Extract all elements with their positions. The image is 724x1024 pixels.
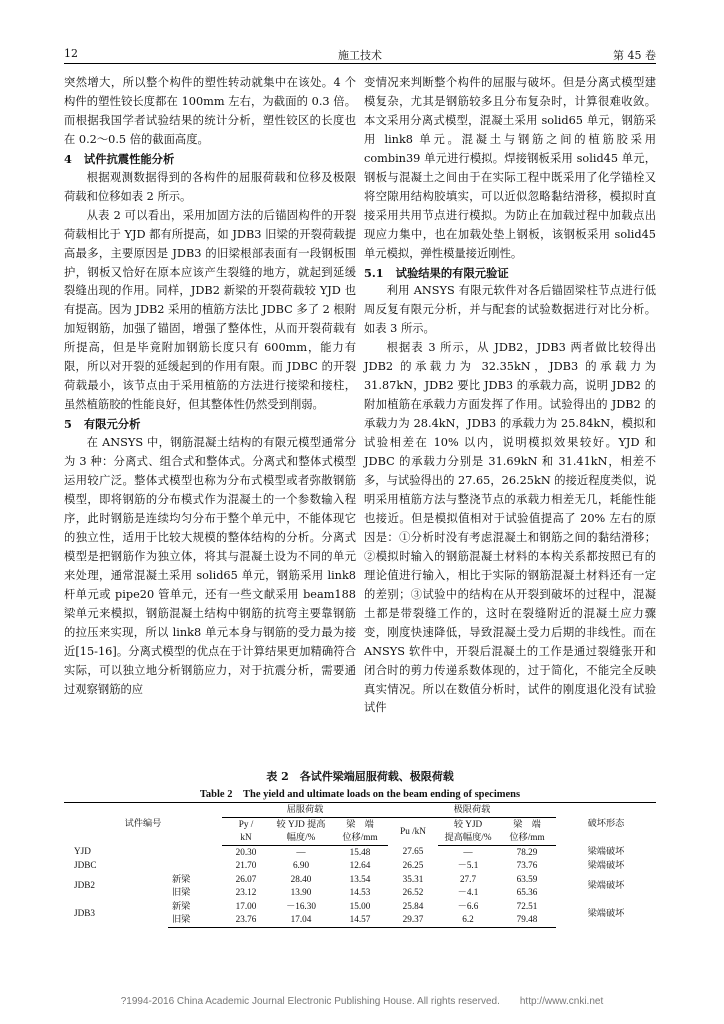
failure-mode: 梁端破坏 xyxy=(587,907,625,918)
yield-displacement: 15.00 xyxy=(349,900,371,911)
header-yield-group: 屈服荷载 xyxy=(222,803,388,818)
header-ultimate-disp-unit: 位移/mm xyxy=(498,831,556,845)
yield-displacement: 12.64 xyxy=(349,860,371,870)
ultimate-load: 26.25 xyxy=(402,860,424,870)
beam-type: 新梁 xyxy=(172,900,191,911)
specimen-name: YJD xyxy=(74,846,91,857)
running-header xyxy=(64,47,656,63)
ultimate-displacement: 63.59 xyxy=(516,873,538,884)
ultimate-load: 25.84 xyxy=(402,900,424,911)
section-heading xyxy=(64,415,356,434)
yield-displacement: 13.54 xyxy=(349,873,371,884)
journal-title: 施工技术 xyxy=(338,49,382,62)
ultimate-displacement: 65.36 xyxy=(516,887,538,897)
ultimate-increase: －5.1 xyxy=(457,860,479,870)
yield-increase: 28.40 xyxy=(290,873,312,884)
header-pu: Pu /kN xyxy=(400,825,426,836)
ultimate-displacement: 79.48 xyxy=(498,913,556,927)
beam-type xyxy=(168,845,222,859)
ultimate-increase: －6.6 xyxy=(457,900,479,911)
page-number: 12 xyxy=(64,47,78,60)
beam-type xyxy=(168,859,222,873)
body-paragraph: 在 ANSYS 中，钢筋混凝土结构的有限元模型通常分为 3 种：分离式、组合式和整体式。分离式和整体式模型运用较广泛。整体式模型也称为分布式模型或者弥散钢筋模型，即将钢筋的分布模式作为混凝土的一个参数输入程序，此时钢筋是连续均匀分布于整个单元中，不能体现它的独立性，适用于比较大规模的整体结构的分析。分离式模型是把钢筋作为独立体，将其与混凝土设为不同的单元来处理，通常混凝土采用 solid65 单元，钢筋采用 link8 杆单元或 pipe20 管单元，还有一些文献采用 beam188 梁单元来模拟，钢筋混凝土结构中钢筋的抗弯主要靠钢筋的拉压来实现，所以 link8 单元本身与钢筋的受力最为接近[15-16]。分离式模型的优点在于计算结果更加精确符合实际，可以独立地分析钢筋应力，对于抗震分析，需要通过观察钢筋的应 xyxy=(64,436,356,696)
ultimate-increase: 27.7 xyxy=(459,873,477,884)
header-py: Py / xyxy=(238,818,254,829)
table-row xyxy=(64,845,656,859)
section-number: 4 xyxy=(64,151,72,166)
section-heading xyxy=(364,264,656,283)
failure-mode: 梁端破坏 xyxy=(587,846,625,857)
yield-load: 20.30 xyxy=(235,846,257,857)
results-table xyxy=(64,802,656,928)
yield-displacement: 14.53 xyxy=(349,887,371,897)
ultimate-load: 26.52 xyxy=(402,887,424,897)
ultimate-displacement: 72.51 xyxy=(516,900,538,911)
yield-increase: 6.90 xyxy=(292,860,310,870)
yield-displacement: 14.57 xyxy=(332,913,388,927)
table-row xyxy=(64,900,656,914)
specimen-name: JDBC xyxy=(74,860,97,870)
yield-increase: 17.04 xyxy=(270,913,332,927)
section-number: 5.1 xyxy=(364,265,384,280)
ultimate-displacement: 78.29 xyxy=(516,846,538,857)
yield-increase: －16.30 xyxy=(286,900,316,911)
ultimate-load: 27.65 xyxy=(402,846,424,857)
table-row xyxy=(64,859,656,873)
yield-load: 23.12 xyxy=(235,887,257,897)
specimen-name: JDB3 xyxy=(74,907,95,918)
section-title: 有限元分析 xyxy=(83,417,141,432)
header-rule xyxy=(64,63,656,64)
table-row xyxy=(64,873,656,887)
section-title: 试验结果的有限元验证 xyxy=(395,265,509,280)
ultimate-increase: －4.1 xyxy=(457,887,479,897)
failure-mode: 梁端破坏 xyxy=(587,880,625,891)
table-caption-cn: 表 2 各试件梁端屈服荷载、极限荷载 xyxy=(266,770,454,783)
header-specimen: 试件编号 xyxy=(64,803,222,846)
header-ultimate-increase-unit: 提高幅度/% xyxy=(438,831,498,845)
failure-mode: 梁端破坏 xyxy=(587,860,625,870)
table-body xyxy=(64,845,656,927)
section-heading xyxy=(64,150,356,169)
copyright-footer: ?1994-2016 China Academic Journal Electronic Publishing House. All rights reserved. http://www.cnki.net xyxy=(120,996,604,1007)
ultimate-increase: 6.2 xyxy=(438,913,498,927)
body-paragraph: 根据观测数据得到的各构件的屈服荷载和位移及极限荷载和位移如表 2 所示。 xyxy=(64,170,356,203)
yield-load: 17.00 xyxy=(235,900,257,911)
yield-increase: 13.90 xyxy=(290,887,312,897)
yield-increase: — xyxy=(296,846,306,857)
body-paragraph: 突然增大，所以整个构件的塑性转动就集中在该处。4 个构件的塑性铰长度都在 100mm 左右，为截面的 0.3 倍。而根据我国学者试验结果的统计分析，塑性铰区的长度也在 0.2～0.5 倍的截面高度。 xyxy=(64,76,356,146)
specimen-name: JDB2 xyxy=(74,880,95,891)
header-ultimate-disp: 梁 端 xyxy=(513,818,541,829)
header-yield-increase-unit: 幅度/% xyxy=(270,831,332,845)
beam-type: 新梁 xyxy=(172,873,191,884)
header-failure: 破坏形态 xyxy=(556,803,656,846)
ultimate-load: 29.37 xyxy=(388,913,438,927)
body-paragraph: 根据表 3 所示，从 JDB2，JDB3 两者做比较得出 JDB2 的承载力为 32.35kN，JDB3 的承载力为 31.87kN，JDB2 要比 JDB3 的承载力高，说明 JDB2 的附加植筋在承载力方面发挥了作用。试验得出的 JDB2 的承载力为 28.4kN，JDB3 的承载力为 25.84kN，模拟和试验相差在 10% 以内，说明模拟效果较好。YJD 和 JDBC 的承载力分别是 31.69kN 和 31.41kN，相差不多，与试验得出的 27.65，26.25kN 的接近程度类似，说明采用植筋方法与整浇节点的承载力相差无几，耗能性能也接近。但是模拟值相对于试验值提高了 20% 左右的原因是：①分析时没有考虑混凝土和钢筋之间的黏结滑移；②模拟时输入的钢筋混凝土材料的本构关系都按照已有的理论值进行输入，相比于实际的钢筋混凝土材料还有一定的差别；③试验中的结构在从开裂到破坏的过程中，混凝土都是带裂缝工作的，这时在裂缝附近的混凝土应力骤变，刚度快速降低，导致混凝土受力后期的非线性。而在 ANSYS 软件中，开裂后混凝土的工作是通过裂缝张开和闭合时的剪力传递系数体现的，过于简化，不能完全反映真实情况。所以在数值分析时，试件的刚度退化没有试验试件 xyxy=(364,341,656,715)
right-column xyxy=(364,74,656,718)
body-paragraph: 从表 2 可以看出，采用加固方法的后锚固构件的开裂荷载相比于 YJD 都有所提高，如 JDB3 旧梁的开裂荷载提高最多，主要原因是 JDB3 的旧梁根部表面有一段钢板围护，钢板又恰好在原本应该产生裂缝的地方，就起到延缓裂缝出现的作用。同样，JDB2 新梁的开裂荷载较 YJD 也有提高。因为 JDB2 采用的植筋方法比 JDBC 多了 2 根附加短钢筋，加强了锚固，增强了整体性，从而开裂荷载有所提高，但是毕竟附加钢筋长度只有 600mm，能力有限，所以对开裂的延缓起到的作用有限。而 JDBC 的开裂荷载最小，该节点由于采用植筋的方法进行接梁和接柱，虽然植筋胶的性能良好，但其整体性仍然受到削弱。 xyxy=(64,208,356,412)
section-title: 试件抗震性能分析 xyxy=(83,151,175,166)
volume-label: 第 45 卷 xyxy=(613,49,656,62)
table-caption-en: Table 2 The yield and ultimate loads on the beam ending of specimens xyxy=(199,789,521,800)
yield-load: 21.70 xyxy=(235,860,257,870)
section-number: 5 xyxy=(64,417,72,432)
header-yield-increase: 较 YJD 提高 xyxy=(276,818,326,829)
header-ultimate-increase: 较 YJD xyxy=(453,818,483,829)
header-yield-disp-unit: 位移/mm xyxy=(332,831,388,845)
beam-type: 旧梁 xyxy=(168,913,222,927)
header-ultimate-group: 极限荷载 xyxy=(388,803,556,818)
beam-type: 旧梁 xyxy=(172,887,191,897)
header-py-unit: kN xyxy=(222,831,270,845)
ultimate-displacement: 73.76 xyxy=(516,860,538,870)
ultimate-increase: — xyxy=(463,846,473,857)
yield-displacement: 15.48 xyxy=(349,846,371,857)
yield-load: 23.76 xyxy=(222,913,270,927)
yield-load: 26.07 xyxy=(235,873,257,884)
left-column xyxy=(64,74,356,699)
body-paragraph: 变情况来判断整个构件的屈服与破坏。但是分离式模型建模复杂，尤其是钢筋较多且分布复杂时，计算很难收敛。本文采用分离式模型，混凝土采用 solid65 单元，钢筋采用 link8 单元。混凝土与钢筋之间的植筋胶采用 combin39 单元进行模拟。焊接钢板采用 solid45 单元，钢板与混凝土之间由于在实际工程中既采用了化学锚栓又将空隙用结构胶填实，可以近似忽略黏结滑移，模拟时直接采用共用节点进行模拟。为防止在加载过程中加载点出现应力集中，也在加载处垫上钢板，该钢板采用 solid45 单元模拟，弹性模量接近刚性。 xyxy=(364,76,656,260)
header-yield-disp: 梁 端 xyxy=(346,818,374,829)
body-paragraph: 利用 ANSYS 有限元软件对各后锚固梁柱节点进行低周反复有限元分析，并与配套的试验数据进行对比分析。如表 3 所示。 xyxy=(364,284,656,336)
ultimate-load: 35.31 xyxy=(402,873,424,884)
